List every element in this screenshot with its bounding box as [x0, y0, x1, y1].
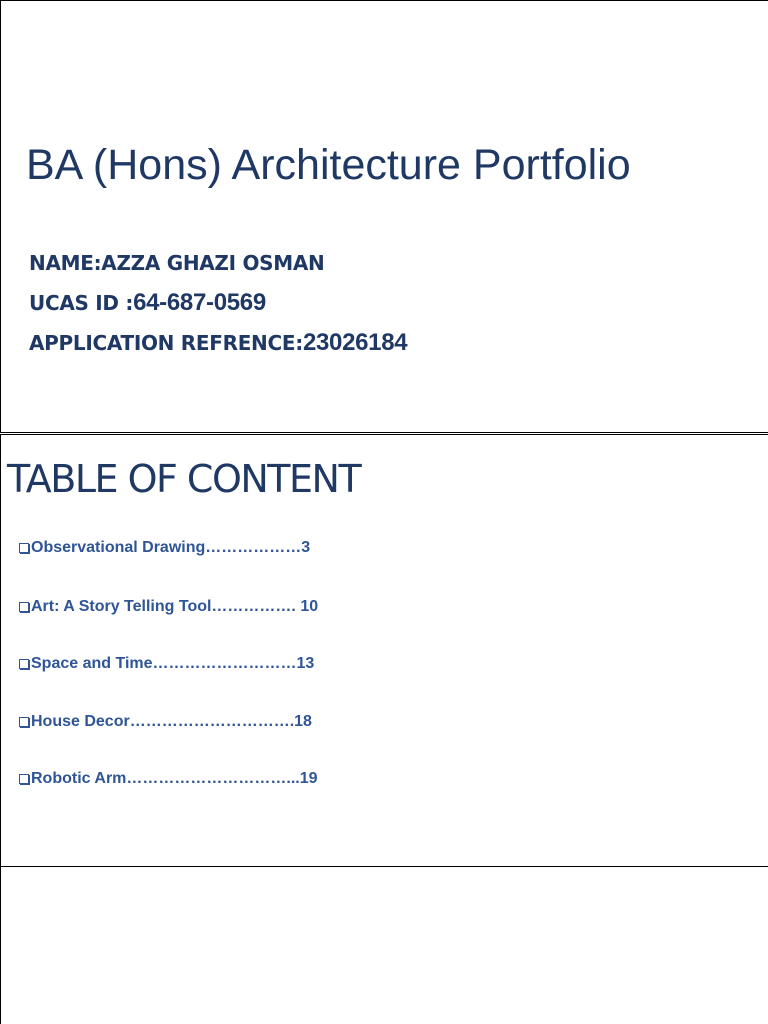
application-reference-label: APPLICATION REFRENCE: — [29, 331, 303, 355]
ucas-id-line — [29, 289, 266, 317]
table-of-contents-slide — [0, 434, 768, 866]
toc-item[interactable] — [19, 713, 312, 731]
hollow-square-bullet-icon — [19, 774, 29, 784]
ucas-id-label: UCAS ID : — [29, 291, 134, 315]
hollow-square-bullet-icon — [19, 659, 29, 669]
hollow-square-bullet-icon — [19, 602, 29, 612]
toc-item-text: Observational Drawing………………3 — [31, 539, 311, 556]
toc-item-text: Robotic Arm…………………………...19 — [31, 770, 318, 787]
applicant-name: NAME:AZZA GHAZI OSMAN — [29, 251, 325, 275]
toc-item-text: Art: A Story Telling Tool……………. 10 — [31, 598, 319, 615]
hollow-square-bullet-icon — [19, 717, 29, 727]
application-reference-line — [29, 329, 407, 357]
toc-item[interactable] — [19, 598, 318, 616]
toc-heading: TABLE OF CONTENT — [7, 457, 361, 501]
toc-item[interactable] — [19, 655, 314, 673]
portfolio-title: BA (Hons) Architecture Portfolio — [26, 141, 631, 189]
ucas-id-value: 64-687-0569 — [133, 289, 266, 316]
hollow-square-bullet-icon — [19, 543, 29, 553]
blank-slide — [0, 866, 768, 1024]
toc-item[interactable] — [19, 770, 318, 788]
cover-slide — [0, 0, 768, 433]
toc-item-text: Space and Time………………………13 — [31, 655, 315, 672]
application-reference-value: 23026184 — [302, 329, 408, 356]
toc-item[interactable] — [19, 539, 310, 557]
toc-item-text: House Decor………………………….18 — [31, 713, 312, 730]
